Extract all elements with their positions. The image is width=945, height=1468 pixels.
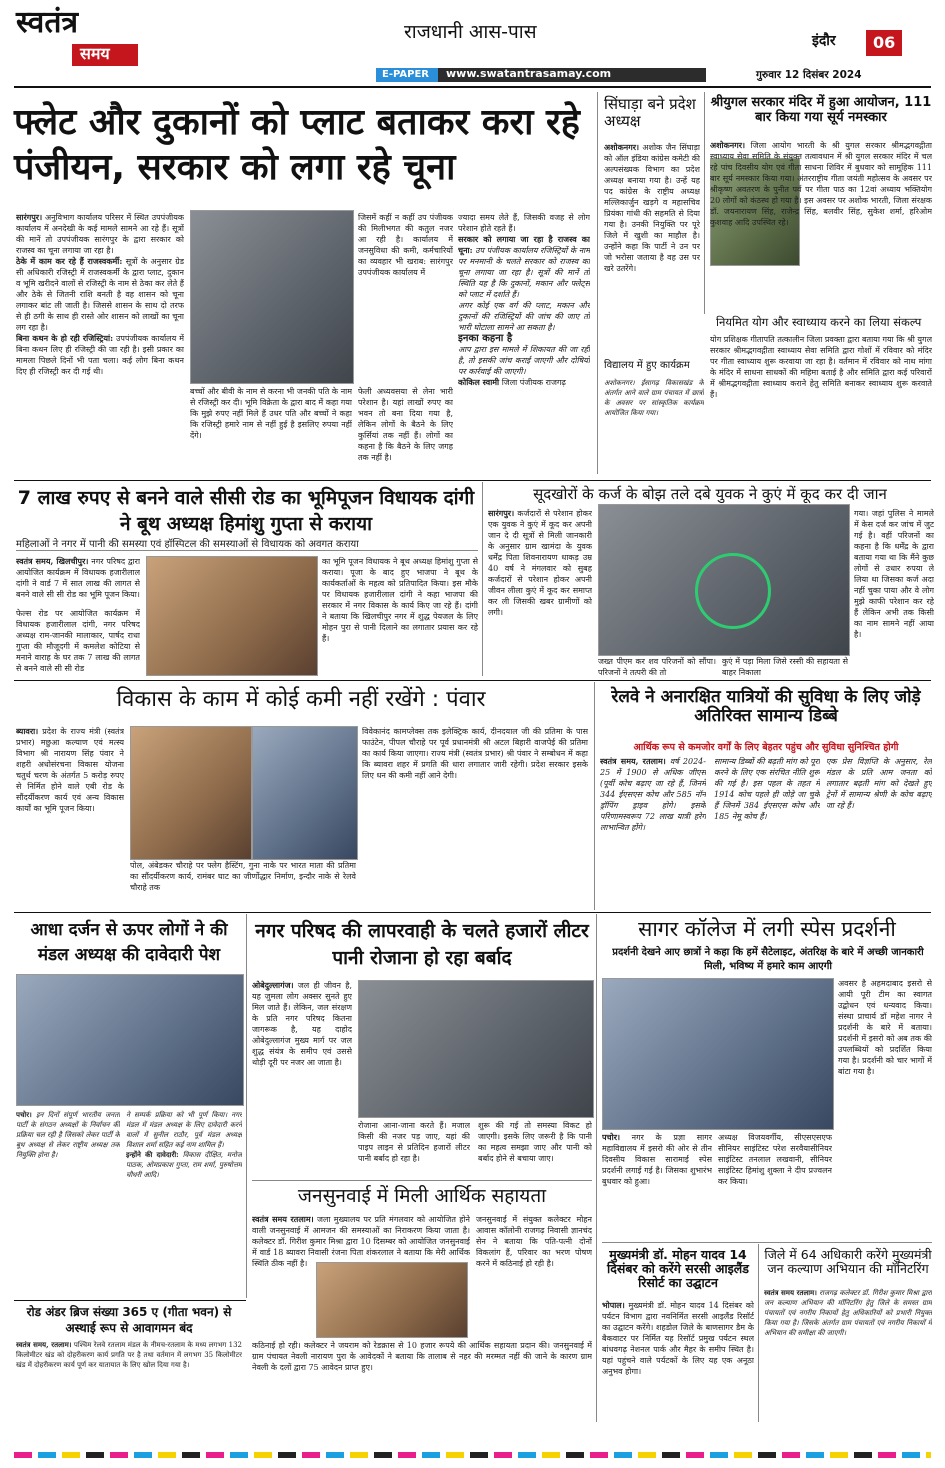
suicide-body-col3 — [854, 508, 934, 676]
divider-vikas-right — [594, 682, 595, 910]
suicide-paragraph-2: गया। जहां पुलिस ने मामले में केस दर्ज कर जांच में जुट गई है। वहीं परिजनों का कहना है कि धर्मेंद्र के द्वारा बताया गया था कि मैंने कुछ लोगों से उधार रुपया ले लिया था जिसका कर्ज अदा नहीं चुका पाया और वे लोग मुझे काफी परेशान कर रहे हैं लेकिन अभी तक किसी का नाम सामने नहीं आया है। — [854, 509, 934, 639]
singhada-body — [604, 142, 700, 354]
lead-paragraph-7: ज्यादा समय लेते हैं, जिसकी वजह से लोग परेशान होते रहते हैं। — [458, 213, 590, 233]
lead-photo-office — [190, 210, 354, 384]
bottom-registration-strip — [14, 1452, 931, 1458]
sagar-paragraph-2: अध्यक्ष विजयवर्गीय, सीएसएसएफ सीनियर साइंटिस्ट परेश सरवैयासीनियर साइंटिस्ट तनलाल लखवानी, सीनियर साइंटिस्ट हिमांशु शुक्ला ने दीप प्रज्वलन कर किया। — [718, 1133, 832, 1186]
aadha-sub-paragraph: विकास दीक्षित, मनोज पाठक, ओमप्रकाश गुप्ता, राम शर्मा, पुरुषोत्तम चौधरी आदि। — [126, 1151, 242, 1179]
issue-date: गुरुवार 12 दिसंबर 2024 — [756, 69, 862, 81]
ccroad-headline: 7 लाख रुपए से बनने वाले सीसी रोड का भूमिपूजन विधायक दांगी ने बूथ अध्यक्ष हिमांशु गुप्ता से कराया — [17, 487, 475, 535]
lead-paragraph-4: बच्चों और बीवी के नाम से करना भी जनकी पति के नाम से रजिस्ट्री कर दी। भूमि विक्रेता के द्वारा बाद में कहा गया कि मुझे रुपए नहीं मिले हैं उधर पति और बच्चों ने कहा कि रजिस्ट्री हमारे नाम से नहीं हुई है इसलिए रुपया नहीं देंगे। — [190, 387, 352, 440]
divider-water-right — [596, 914, 597, 1422]
jile-paragraph: राजगढ़ कलेक्टर डॉ. गिरीश कुमार मिश्रा द्वारा जन कल्याण अभियान की मॉनिटरिंग हेतु जिले के समस्त ग्राम पंचायतों एवं नगरीय निकायों हेतु अधिकारियों को प्रभारी नियुक्त किया गया है। जिसके अंतर्गत ग्राम पंचायतों एवं नगरीय निकायों में अभियान की समीक्षा की जाएगी। — [764, 1289, 932, 1337]
water-dateline: ओबेदुल्लागंज। — [252, 980, 294, 990]
singhada-headline: सिंघाड़ा बने प्रदेश अध्यक्ष — [604, 95, 696, 130]
shriyugal-headline: श्रीयुगल सरकार मंदिर में हुआ आयोजन, 111 बार किया गया सूर्य नमस्कार — [710, 95, 932, 125]
janasunwai-body-bottom — [252, 1340, 592, 1420]
rob-headline: रोड अंडर ब्रिज संख्या 365 ए (गीता भवन) से अस्थाई रूप से आवागमन बंद — [26, 1305, 232, 1336]
suicide-caption-mid: कुएं में पड़ा मिला जिसे रस्सी की सहायता से बाहर निकाला — [722, 657, 848, 677]
lead-quote-title: इनका कहना है — [458, 333, 513, 344]
railway-paragraph-1: वर्ष 2024-25 में 1900 से अधिक जीएस (पूर्वी कोच बढ़ाए जा रहे हैं, जिनमें 344 ईएसएस कोच और 585 नॉन ड्रॉपिंग ड्राइव होगे। इसके परिणामस्वरूप 72 लाख यात्री हरेग लाभान्वित होंगे। — [600, 757, 706, 832]
masthead-logo — [16, 6, 148, 66]
water-paragraph-1: जल ही जीवन है, यह जुमला लोग अक्सर सुनते हुए मिल जाते हैं। लेकिन, जल संरक्षण के प्रति नगर परिषद कितना जागरूक है, यह दाहोद ओबेदुल्लागंज मुख्य मार्ग पर जल शुद्ध संयंत्र के समीप एवं उससे थोड़ी दूरी पर नजर आ जाता है। — [252, 981, 352, 1067]
singhada-paragraph: अशोक जैन सिंघाड़ा को ऑल इंडिया कांग्रेस कमेटी की अल्पसंख्यक विभाग का प्रदेश अध्यक्ष बनाया गया है। उन्हें यह पद कांग्रेस के राष्ट्रीय अध्यक्ष मल्लिकार्जुन खड़गे व महासचिव प्रियंका गांधी की सहमति से दिया गया है। उनकी नियुक्ति पर पूरे जिले में खुशी का माहौल है। उन्होंने कहा कि पार्टी ने उन पर जो भरोसा जताया है वह उस पर खरे उतरेंगे। — [604, 143, 700, 273]
aadha-headline: आधा दर्जन से ऊपर लोगों ने की मंडल अध्यक्ष की दावेदारी पेश — [30, 920, 228, 965]
page-number-box — [866, 30, 902, 56]
divider-row1 — [14, 480, 931, 481]
lead-subhead-1: ठेके में काम कर रहे हैं राजस्वकर्मी: — [16, 256, 123, 266]
jile-body — [764, 1288, 932, 1422]
sagar-exhibition-photo — [602, 978, 834, 1130]
janasunwai-dateline: स्वतंत्र समय रतलाम। — [252, 1214, 314, 1224]
water-body-col1 — [252, 980, 352, 1176]
vidyalaya-paragraph: अशोकनगर। ईसागढ़ विकासखंड के अंतर्गत आने वाले ग्राम पंचायत में छात्रों के अवसर पर सांस्कृतिक कार्यक्रम आयोजित किया गया। — [604, 379, 704, 417]
lead-body-col4 — [458, 212, 590, 474]
lead-dateline: सारंगपुर। — [16, 212, 43, 222]
divider-water-bottom — [252, 1180, 592, 1181]
ccroad-paragraph-1: नगर परिषद द्वारा आयोजित कार्यक्रम में विधायक हजारीलाल दांगी ने वार्ड 7 में सात लाख की लागत से बनने वाले सी सी रोड का भूमि पूजन किया। — [16, 557, 140, 599]
sagar-body-col1 — [602, 1132, 712, 1238]
rob-body — [16, 1340, 242, 1422]
janasunwai-paragraph-3: कठिनाई हो रही। कलेक्टर ने जयराम को रेडक्रास से 10 हजार रूपये की आर्थिक सहायता प्रदान की। जनसुनवाई में ग्राम पंचायत नेवली नारायण पुरा के आवेदकों ने बताया कि तालाब से नहर की मरम्मत नहीं की जाने के कारण ग्राम नेवली के दलों द्वारा 75 आवेदन प्राप्त हुए। — [252, 1341, 592, 1372]
janasunwai-headline: जनसुनवाई में मिली आर्थिक सहायता — [297, 1185, 547, 1207]
aadha-body-col1 — [16, 1110, 120, 1296]
lead-paragraph-9: अगर कोई एक वर्ग की प्लाट, मकान और दुकानों की रजिस्ट्रियों की जांच की जाए तो भारी घोटाला सामने आ सकता है। — [458, 301, 590, 332]
railway-headline: रेलवे ने अनारक्षित यात्रियों की सुविधा के लिए जोड़े अतिरिक्त सामान्य डिब्बे — [611, 687, 921, 727]
ccroad-photo — [146, 556, 318, 676]
railway-deck: आर्थिक रूप से कमजोर वर्गों के लिए बेहतर पहुंच और सुविधा सुनिश्चित होगी — [633, 742, 899, 753]
sagar-deck: प्रदर्शनी देखने आए छात्रों ने कहा कि हमें सैटेलाइट, अंतरिक्ष के बारे में अच्छी जानकारी मिली, भविष्य में हमारे काम आएगी — [612, 947, 924, 972]
lead-body-col3 — [358, 386, 453, 476]
sagar-headline: सागर कॉलेज में लगी स्पेस प्रदर्शनी — [638, 917, 896, 941]
lead-paragraph-1: अनुविभाग कार्यालय परिसर में स्थित उपपंजीयक कार्यालय में अनदेखी के कई मामले सामने आ रहे हैं। सूत्रों की मानें तो उपपंजीयक सारंगपुर के द्वारा सरकार को राजस्व का चूना लगाया जा रहा है। — [16, 213, 184, 255]
epaper-badge — [376, 68, 438, 82]
logo-top-text: स्वतंत्र — [16, 5, 79, 40]
water-paragraph-2: रोजाना आना-जाना करते हैं। मजाल किसी की नजर पड़ जाए, यहां की पाइप लाइन से प्रतिदिन हजारों लीटर पानी बर्बाद हो रहा है। — [358, 1121, 470, 1163]
shriyugal-dateline: अशोकनगर। — [710, 140, 746, 150]
aadha-paragraph-1: इन दिनों संपूर्ण भारतीय जनता पार्टी के संगठन अध्यक्षों के निर्वाचन की प्रक्रिया चल रही है जिसको लेकर पार्टी के बूथ अध्यक्ष से लेकर राष्ट्रीय अध्यक्ष तक नियुक्ति होना है। — [16, 1111, 120, 1159]
divider-top-right — [704, 92, 705, 314]
water-pipe-photo — [358, 980, 594, 1118]
aadha-dateline: पचोर। — [16, 1110, 32, 1119]
railway-body-col1 — [600, 756, 706, 908]
vikas-photo-2 — [252, 726, 358, 860]
water-headline: नगर परिषद की लापरवाही के चलते हजारों लीटर पानी रोजाना हो रहा बर्बाद — [255, 920, 589, 969]
lead-headline: फ्लेट और दुकानों को प्लाट बताकर करा रहे पंजीयन, सरकार को लगा रहे चूना — [14, 102, 580, 188]
railway-paragraph-2: सामान्य डिब्बों की बढ़ती मांग को पूरा करने के लिए एक संरचित नीति शुरू की गई है। इस पहल के तहत में 1914 कोच पहले ही जोड़े जा चुके हैं जिनमें 384 ईएसएस कोच और 185 नेमू कोच हैं। — [714, 757, 820, 821]
lead-quote-name: कोकिल स्वामी — [458, 377, 500, 387]
janasunwai-photo — [316, 1262, 468, 1338]
aadha-paragraph-2: ने सम्पर्क प्रक्रिया को भी पूर्ण किया। नगर मंडल में मंडल अध्यक्ष के लिए दावेदारी करने वालों में सुनील राठौर, पूर्व मंडल अध्यक्ष विशाल शर्मा सहित कई नाम शामिल हैं। — [126, 1111, 242, 1149]
divider-mid-vertical — [482, 482, 483, 676]
railway-paragraph-3: एक प्रेस विज्ञप्ति के अनुसार, रेल मंडल के प्रति आम जनता को लगातार बढ़ती मांग को देखते हुए ट्रेनों में सामान्य श्रेणी के कोच बढ़ाए जा रहे हैं। — [826, 757, 932, 810]
shriyugal-subhead: नियमित योग और स्वाध्याय करने का लिया संकल्प — [716, 315, 922, 329]
jile-dateline: स्वतंत्र समय रतलाम। — [764, 1288, 817, 1297]
shriyugal-body — [710, 140, 932, 314]
suicide-body-col1 — [488, 508, 592, 676]
suicide-well-photo — [598, 504, 850, 656]
shriyugal-sub-body — [710, 334, 932, 474]
website-url[interactable]: www.swatantrasamay.com — [446, 67, 612, 80]
suicide-dateline: सारंगपुर। — [488, 508, 515, 518]
cm-body — [602, 1300, 754, 1422]
suicide-caption-left: जख्त पीएम कर शव परिजनों को सौंपा। परिजनों ने तत्परी की तो — [598, 657, 716, 677]
railway-body-col2 — [714, 756, 820, 908]
vikas-dateline: ब्यावरा। — [16, 726, 39, 736]
lead-subhead-3: सरकार को लगाया जा रहा है राजस्व का चूना: — [458, 234, 590, 255]
railway-body-col3 — [826, 756, 932, 908]
ccroad-paragraph-3: का भूमि पूजन विधायक ने बूथ अध्यक्ष हिमांशु गुप्ता से कराया। पूजा के बाद हुए भाजपा ने बूथ के कार्यकर्ताओं के महत्व को प्रतिपादित किया। इस मौके पर विधायक हजारीलाल दांगी ने कहा भाजपा की सरकार में नगर विकास के कार्य किए जा रहे हैं। दांगी ने बताया कि खिलचीपुर नगर में शुद्ध पेयजल के लिए मोहन पुरा से पानी दिलाने का लगातार प्रयास कर रहे हैं। — [322, 557, 478, 643]
rob-paragraph: पश्चिम रेलवे रतलाम मंडल के नीमच-रतलाम के मध्य लगभग 132 किलोमीटर खंड को दोहरीकरण कार्य प्रगति पर है तथा वर्तमान में लगभग 35 किलोमीटर खंड में दोहरीकरण कार्य पूर्ण कर यातायात के लिए खोल दिया गया है। — [16, 1341, 242, 1369]
divider-sagar-bottom — [602, 1242, 932, 1243]
lead-paragraph-8: उप पंजीयक कार्यालय रजिस्ट्रियों के नाम पर मनमानी के चलते सरकार को राजस्व का चूना लगाया जा रहा है। सूत्रों की मानें तो स्थिति यह है कि दुकानों, मकान और फ्लेट्स को प्लाट में दर्शाते हैं। — [458, 246, 590, 299]
lead-body-col3-top — [358, 212, 453, 384]
suicide-paragraph-1: कर्जदारों से परेशान होकर एक युवक ने कुएं में कूद कर अपनी जान दे दी सूत्रों से मिली जानकारी के अनुसार ग्राम खामंदा के युवक धर्मेंद्र पिता शिवनारायण धाकड़ उम्र 40 वर्ष ने मंगलवार को सुबह कर्जदारों से परेशान होकर अपनी जीवन लीला कुएं में कूद कर समाप्त कर ली जिसकी खबर ग्रामीणों को लगी। — [488, 509, 592, 617]
shriyugal-sub-paragraph: योग प्रशिक्षक गीतापति तत्कालीन जिला प्रवक्ता द्वारा बताया गया कि श्री युगल सरकार श्रीमद्भगवद्गीता स्वाध्याय सेवा समिति द्वारा गोशों में रविवार को मंदिर पर गीता स्वाध्याय शुरू करवाया जा रहा है। वर्तमान में रविवार को नाथ मांगा के मंदिर में साधना साधकों की महिमा बताई है और समिति द्वारा कई परिवारों में श्रीमद्भगवद्गीता स्वाध्याय कराने हेतु समिति बनाकर स्वाध्याय शुरू करवाते हैं। — [710, 335, 932, 399]
vikas-headline: विकास के काम में कोई कमी नहीं रखेंगे : पंवार — [116, 687, 486, 712]
water-body-col2 — [358, 1120, 470, 1176]
lead-paragraph-3: उपपंजीयक कार्यालय में बिना कथन लिए ही रजिस्ट्री की जा रही है। इसी प्रकार का मामला पिछले दिनों भी पता चला। कई लोग बिना कथन दिए ही रजिस्ट्री कर दी गई थी। — [16, 334, 184, 376]
water-body-col3 — [478, 1120, 592, 1176]
water-paragraph-3: शुरू की गई तो समस्या विकट हो जाएगी। इसके लिए जरूरी है कि पानी का महत्व समझा जाए और पानी को बर्बाद होने से बचाया जाए। — [478, 1121, 592, 1163]
vidyalaya-subhead: विद्यालय में हुए कार्यक्रम — [604, 360, 690, 371]
divider-aadha-right — [246, 914, 247, 1298]
lead-paragraph-5: फेली अध्यवसया से लेना भारी परेशान है। यहां लाखों रुपए का भवन तो बना दिया गया है, लेकिन लोगों के बैठने के लिए कुर्सियां तक नहीं हैं। लोगों का कहना है कि बैठने के लिए जगह तक नहीं है। — [358, 387, 453, 462]
lead-paragraph-6: जिसमें कहीं न कहीं उप पंजीयक की मिलीभगत की कतुल नजर आ रही है। कार्यालय में जनसुविधा की कमी, कर्मचारियों का व्यवहार भी खराब: सारंगपुर उपपंजीयक कार्यालय में — [358, 213, 453, 277]
vikas-body-col1 — [16, 726, 124, 908]
ccroad-body-col1b — [16, 608, 140, 672]
singhada-dateline: अशोकनगर। — [604, 142, 640, 152]
divider-rob-top — [14, 1300, 246, 1301]
sagar-body-right — [838, 978, 932, 1238]
section-title: राजधानी आस-पास — [404, 21, 537, 43]
ccroad-deck-rule — [16, 550, 478, 551]
page-number: 06 — [873, 33, 896, 52]
janasunwai-body-col2 — [476, 1214, 592, 1338]
sagar-paragraph-right: अवसर है अहमदाबाद इसरो से आयी पूरी टीम का स्वागत उद्बोधन एवं धन्यवाद किया। संस्था प्राचार्य डॉ महेश नागर ने प्रदर्शनी के बारे में बताया। प्रदर्शनी में इसरो को अब तक की उपलब्धियों को प्रदर्शित किया गया है। प्रदर्शनी को चार भागों में बांटा गया है। — [838, 979, 932, 1076]
sagar-paragraph-1: नगर के प्रज्ञा सागर महाविद्यालय में इसरो की ओर से तीन दिवसीय विकास सारामाई स्पेस प्रदर्शनी लगाई गई है। जिसका शुभारंभ बुधवार को हुआ। — [602, 1133, 712, 1186]
logo-bottom-box — [72, 44, 138, 66]
lead-body-col2 — [190, 386, 352, 476]
sagar-body-col2 — [718, 1132, 832, 1238]
aadha-group-photo — [16, 974, 244, 1106]
aadha-subhead: इन्होंने की दावेदारी: — [126, 1150, 179, 1159]
divider-lead-right — [597, 92, 598, 474]
lead-quote-text: आप द्वारा इस मामले में शिकायत की जा रही है, तो इसकी जांच कराई जाएगी और दोषियों पर कार्रवाई की जाएगी। — [458, 345, 590, 376]
logo-bottom-text: समय — [80, 44, 110, 63]
vikas-body-col3 — [362, 726, 588, 908]
vidyalaya-body — [604, 378, 704, 474]
divider-row3 — [14, 912, 931, 913]
janasunwai-paragraph-2: जनसुनवाई में संयुक्त कलेक्टर मोहन आवास कॉलोनी राजगढ़ निवासी ज्ञानचंद सेन ने बताया कि पति-पत्नी दोनों विकलांग हैं, परिवार का भरण पोषण करने में कठिनाई हो रही है। — [476, 1215, 592, 1268]
lead-subhead-2: बिना कथन के हो रही रजिस्ट्रियां: — [16, 333, 114, 343]
shriyugal-paragraph: जिला आयोग भारती के श्री युगल सरकार श्रीमद्भगवद्गीता स्वाध्याय सेवा समिति के संयुक्त तत्वावधान में श्री युगल सरकार मंदिर में चल रहे पांच दिवसीय योग एवं गीता साधना शिविर में बुधवार को सामूहिक 111 बार सूर्य नमस्कार किया गया। अंतरराष्ट्रीय गीता जयंती महोत्सव के अवसर पर श्रीकृष्ण अवतरण के पुनीत पर्व पर गीता पाठ का 12वां अध्याय भक्तियोग 20 लोगों को कंठस्थ हो गया है। इस अवसर पर अशोक भारती, जिला संरक्षक डॉ. जयनारायण सिंह, राजेन्द्र सिंह, बलवीर सिंह, सुकेश शर्मा, हरिओम कुशवाह आदि उपस्थित रहे। — [710, 141, 932, 227]
divider-cm-right — [758, 1244, 759, 1422]
cm-paragraph: मुख्यमंत्री डॉ. मोहन यादव 14 दिसंबर को पर्यटन विभाग द्वारा नवनिर्मित सरसी आइलैंड रिसॉर्ट का उद्घाटन करेंगे। शहडोल जिले के बाणसागर डैम के बैकवाटर पर निर्मित यह रिसॉर्ट प्रमुख पर्यटन स्थल बांधवगढ़ नेशनल पार्क और मैहर के समीप स्थित है। यहां पहुंचने वाले पर्यटकों के लिए यह एक अनूठा अनुभव होगा। — [602, 1301, 754, 1376]
ccroad-dateline: स्वतंत्र समय, खिलचीपुर। — [16, 556, 89, 566]
lead-paragraph-2: सूत्रों के अनुसार ग्रेड सी अधिकारी रजिस्ट्री में राजस्वकर्मी के द्वारा प्लाट, दुकान व भूमि खरीदने वालों से रजिस्ट्री के नाम से ठेका कर लेते हैं और ठेके से जितनी राशि बनती है वह शासन को चूना लगाकर बांट ली जाती है। जिससे शासन के साथ दो तरफ से ही ठगी के साथ ही रास्ते ओर शासन को लाखों का चूना लग रहा है। — [16, 257, 184, 332]
divider-row2 — [14, 680, 931, 681]
janasunwai-paragraph-1: जला मुख्यालय पर प्रति मंगलवार को आयोजित होने वाली जनसुनवाई में आमजन की समस्याओं का निराकरण किया जाता है। कलेक्टर डॉ. गिरीश कुमार मिश्रा द्वारा 10 दिसम्बर को आयोजित जनसुनवाई में वार्ड 18 ब्यावरा निवासी रंजना पिता शंकरलाल ने बताया कि मेरी आर्थिक स्थिति ठीक नहीं है। — [252, 1215, 470, 1268]
lead-quote-role: जिला पंजीयक राजगढ़ — [501, 378, 566, 387]
lead-body-col1 — [16, 212, 184, 474]
cm-headline: मुख्यमंत्री डॉ. मोहन यादव 14 दिसंबर को करेंगे सरसी आइलैंड रिसोर्ट का उद्घाटन — [607, 1247, 749, 1290]
vikas-photo-1 — [130, 726, 252, 860]
suicide-highlight-circle — [695, 553, 771, 629]
ccroad-paragraph-2: फेल्स रोड पर आयोजित कार्यक्रम में विधायक हजारीलाल दांगी, नगर परिषद अध्यक्ष राम-जानकी मालाकार, पार्षद राधा गुप्ता की मौजूदगी में कमलेश कोटिया से मनाने वाराह के घर तक 7 लाख की लागत से बनने वाले सी सी रोड — [16, 609, 140, 672]
ccroad-deck: महिलाओं ने नगर में पानी की समस्या एवं हॉस्पिटल की समस्याओं से विधायक को अवगत कराया — [16, 539, 359, 550]
suicide-headline: सूदखोरों के कर्ज के बोझ तले दबे युवक ने कुएं में कूद कर दी जान — [533, 485, 887, 503]
rob-dateline: स्वतंत्र समय, रतलाम। — [16, 1340, 72, 1349]
vikas-caption: पोल, अंबेडकर चौराहे पर फ्लेग हैस्टिंग, गुना नाके पर भारत माता की प्रतिमा का सौंदर्यीकरण कार्य, रामंबर घाट का जीर्णोद्धार निर्माण, इन्दौर नाके से रेलवे चौराहे तक — [130, 861, 356, 892]
vikas-paragraph-2: विवेकानंद कामप्लेक्स तक इलेक्ट्रिक कार्य, दीनदयाल जी की प्रतिमा के पास फाउंटेन, पीपल चौराहे पर पूर्व प्रधानमंत्री श्री अटल बिहारी वाजपेई की प्रतिमा का कार्य किया जाएगा। राज्य मंत्री (स्वतंत्र प्रभार) श्री पंवार ने सम्बोधन में कहा कि ब्यावरा शहर में प्रगति की धारा लगातार जारी रहेगी। प्रदेश सरकार इसके लिए धन की कमी नहीं आने देगी। — [362, 727, 588, 780]
jile-headline: जिले में 64 अधिकारी करेंगे मुख्यमंत्री जन कल्याण अभियान की मॉनिटरिंग — [764, 1247, 932, 1276]
aadha-body-col2 — [126, 1110, 242, 1296]
cm-dateline: भोपाल। — [602, 1300, 625, 1310]
masthead-rule — [14, 86, 931, 88]
railway-dateline: स्वतंत्र समय, रतलाम। — [600, 756, 666, 766]
epaper-label: E-PAPER — [382, 69, 429, 80]
city-name: इंदौर — [812, 33, 836, 49]
ccroad-body-col3 — [322, 556, 478, 672]
sagar-dateline: पचोर। — [602, 1132, 620, 1142]
vikas-paragraph-1: प्रदेश के राज्य मंत्री (स्वतंत्र प्रभार) मछुआ कल्याण एवं मत्स्य विभाग श्री नारायण सिंह पंवार ने शहरी अधोसंरचना विकास योजना चतुर्थ चरण के अंतर्गत 5 करोड़ रुपए से निर्मित होने वाले एबी रोड के सौंदर्यीकरण कार्य एवं अन्य विकास कार्यों का भूमि पूजन किया। — [16, 727, 124, 813]
